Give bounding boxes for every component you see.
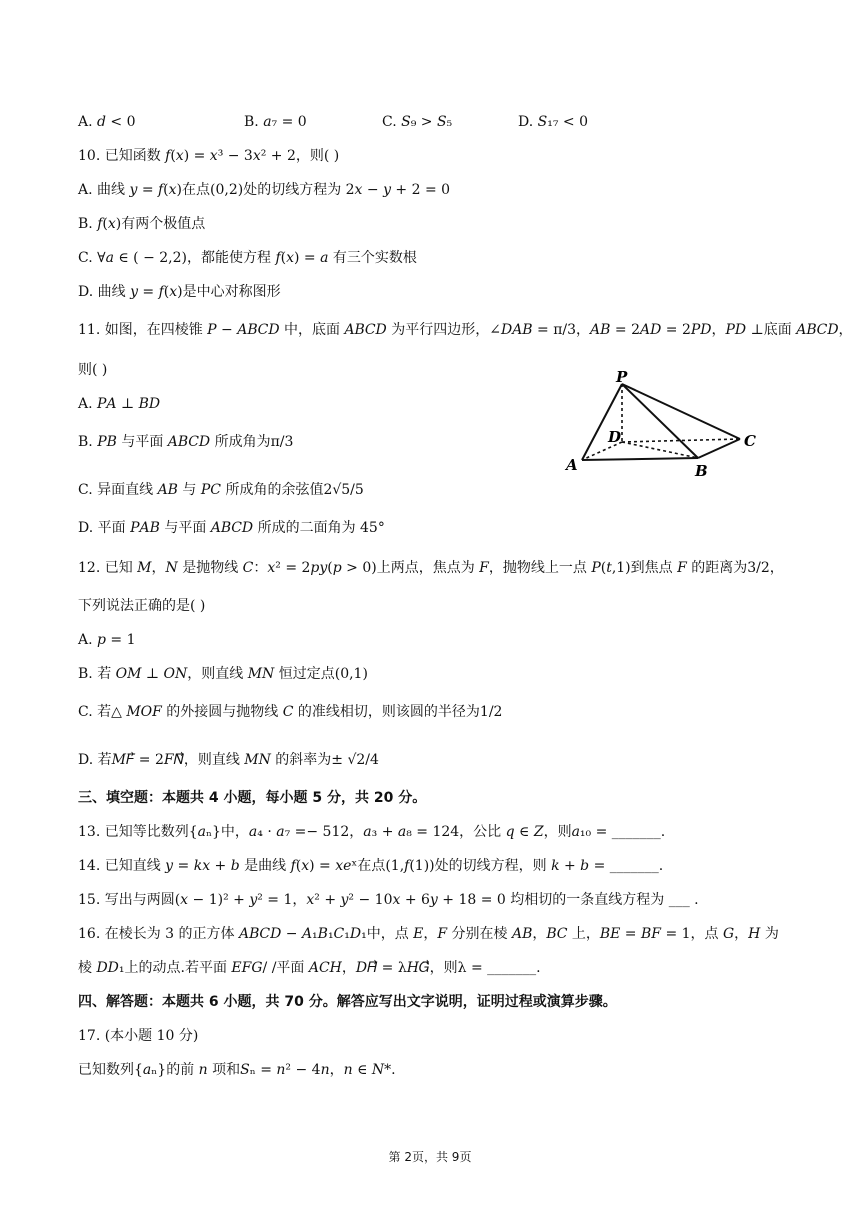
q9-option-d: D. 𝑆₁₇ < 0 <box>518 114 588 130</box>
q9-option-b: B. 𝑎₇ = 0 <box>244 114 307 130</box>
q10-option-c: C. ∀𝑎 ∈ ( − 2,2)，都能使方程 𝑓(𝑥) = 𝑎 有三个实数根 <box>78 250 417 266</box>
label-p: P <box>616 368 628 386</box>
label-b: B <box>695 462 708 480</box>
q9-option-c: C. 𝑆₉ > 𝑆₅ <box>382 114 453 130</box>
q12-option-a: A. 𝑝 = 1 <box>78 632 136 648</box>
q10-option-a: A. 曲线 𝑦 = 𝑓(𝑥)在点(0,2)处的切线方程为 2𝑥 − 𝑦 + 2 = 0 <box>78 182 451 198</box>
q11-option-b: B. 𝑃𝐵 与平面 𝐴𝐵𝐶𝐷 所成角为π/3 <box>78 434 294 450</box>
q12-stem-cont: 下列说法正确的是( ) <box>78 598 206 614</box>
page-footer: 第 2页，共 9页 <box>388 1150 472 1164</box>
section-fill-in-heading: 三、填空题：本题共 4 小题，每小题 5 分，共 20 分。 <box>78 790 427 806</box>
q10-stem: 10. 已知函数 𝑓(𝑥) = 𝑥³ − 3𝑥² + 2，则( ) <box>78 148 340 164</box>
q17-stem: 已知数列{𝑎ₙ}的前 𝑛 项和𝑆ₙ = 𝑛² − 4𝑛，𝑛 ∈ 𝑁*. <box>78 1062 396 1078</box>
q11-stem-cont: 则( ) <box>78 362 108 378</box>
q16: 16. 在棱长为 3 的正方体 𝐴𝐵𝐶𝐷 − 𝐴₁𝐵₁𝐶₁𝐷₁中，点 𝐸，𝐹 分别在棱 𝐴𝐵，𝐵𝐶 上，𝐵𝐸 = 𝐵𝐹 = 1，点 𝐺，𝐻 为 <box>78 926 779 942</box>
q13: 13. 已知等比数列{𝑎ₙ}中，𝑎₄ · 𝑎₇ =− 512，𝑎₃ + 𝑎₈ = 124，公比 𝑞 ∈ 𝑍，则𝑎₁₀ = _______. <box>78 824 666 840</box>
q14: 14. 已知直线 𝑦 = 𝑘𝑥 + 𝑏 是曲线 𝑓(𝑥) = 𝑥𝑒ˣ在点(1,𝑓(1))处的切线方程，则 𝑘 + 𝑏 = _______. <box>78 858 664 874</box>
label-c: C <box>744 432 756 450</box>
pyramid-figure <box>564 368 770 486</box>
q9-option-a: A. 𝑑 < 0 <box>78 114 136 130</box>
q15: 15. 写出与两圆(𝑥 − 1)² + 𝑦² = 1，𝑥² + 𝑦² − 10𝑥 + 6𝑦 + 18 = 0 均相切的一条直线方程为 ___ . <box>78 892 699 908</box>
label-a: A <box>566 456 578 474</box>
q11-option-d: D. 平面 𝑃𝐴𝐵 与平面 𝐴𝐵𝐶𝐷 所成的二面角为 45° <box>78 520 385 536</box>
q17-heading: 17. (本小题 10 分) <box>78 1028 199 1044</box>
q11-option-c: C. 异面直线 𝐴𝐵 与 𝑃𝐶 所成角的余弦值2√5/5 <box>78 482 364 498</box>
section-answer-heading: 四、解答题：本题共 6 小题，共 70 分。解答应写出文字说明，证明过程或演算步骤。 <box>78 994 617 1010</box>
label-d: D <box>608 428 622 446</box>
q10-option-b: B. 𝑓(𝑥)有两个极值点 <box>78 216 206 232</box>
q11-option-a: A. 𝑃𝐴 ⊥ 𝐵𝐷 <box>78 396 161 412</box>
q12-option-d: D. 若𝑀𝐹⃗ = 2𝐹𝑁⃗，则直线 𝑀𝑁 的斜率为± √2/4 <box>78 752 379 768</box>
q12-stem: 12. 已知 𝑀，𝑁 是抛物线 𝐶：𝑥² = 2𝑝𝑦(𝑝 > 0)上两点，焦点为 𝐹，抛物线上一点 𝑃(𝑡,1)到焦点 𝐹 的距离为3/2， <box>78 560 784 576</box>
q12-option-b: B. 若 𝑂𝑀 ⊥ 𝑂𝑁，则直线 𝑀𝑁 恒过定点(0,1) <box>78 666 368 682</box>
q11-stem: 11. 如图，在四棱锥 𝑃 − 𝐴𝐵𝐶𝐷 中，底面 𝐴𝐵𝐶𝐷 为平行四边形，∠𝐷𝐴𝐵 = π/3，𝐴𝐵 = 2𝐴𝐷 = 2𝑃𝐷，𝑃𝐷 ⊥底面 𝐴𝐵𝐶𝐷， <box>78 322 853 338</box>
q12-option-c: C. 若△ 𝑀𝑂𝐹 的外接圆与抛物线 𝐶 的准线相切，则该圆的半径为1/2 <box>78 704 503 720</box>
q10-option-d: D. 曲线 𝑦 = 𝑓(𝑥)是中心对称图形 <box>78 284 281 300</box>
q16-cont: 棱 𝐷𝐷₁上的动点.若平面 𝐸𝐹𝐺/ /平面 𝐴𝐶𝐻，𝐷𝐻⃗ = λ𝐻𝐺⃗，则λ = _______. <box>78 960 541 976</box>
